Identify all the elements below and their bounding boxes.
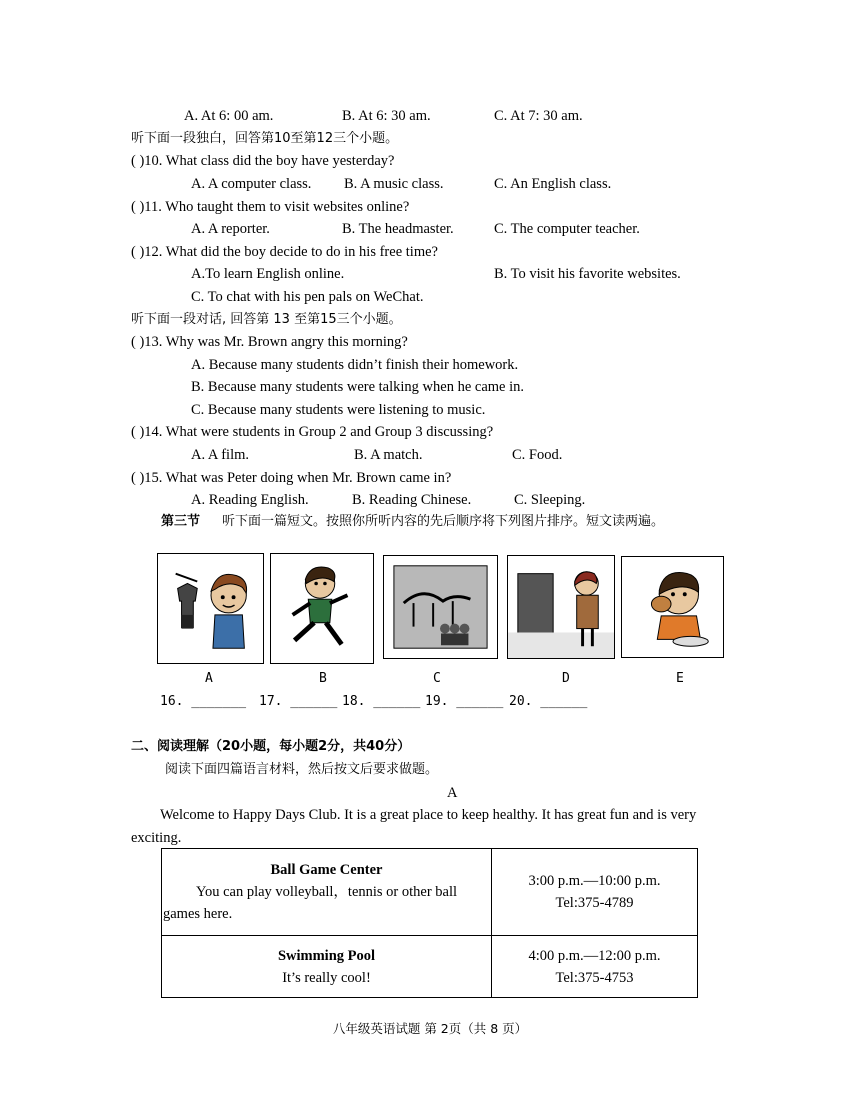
club-table — [161, 848, 698, 998]
facility-time: 4:00 p.m.—12:00 p.m. — [528, 947, 661, 964]
passage-label: A — [447, 785, 458, 801]
q9-option-a: A. At 6: 00 am. — [184, 108, 274, 124]
q13-option-c: C. Because many students were listening to music. — [191, 402, 486, 418]
q15-option-b: B. Reading Chinese. — [352, 492, 472, 508]
q13-option-b: B. Because many students were talking when he came in. — [191, 379, 524, 395]
q10-option-c: C. An English class. — [494, 176, 612, 192]
facility-time: 3:00 p.m.—10:00 p.m. — [528, 873, 661, 889]
facility-name: Ball Game Center — [270, 862, 383, 878]
instruction-monologue: 听下面一段独白，回答第10至第12三个小题。 — [131, 131, 399, 146]
section3-text: 听下面一篇短文。按照你所听内容的先后顺序将下列图片排序。短文读两遍。 — [222, 514, 665, 529]
boy-eating-illustration — [622, 557, 723, 657]
q12-option-a: A.To learn English online. — [191, 266, 345, 282]
picture-label-c: C — [433, 671, 441, 686]
section3-title: 第三节 — [161, 514, 201, 529]
facility-tel: Tel:375-4789 — [555, 895, 634, 911]
answer-blank-17[interactable]: 17. ______ — [259, 694, 338, 709]
facility-tel: Tel:375-4753 — [555, 969, 634, 986]
part2-instruction: 阅读下面四篇语言材料，然后按文后要求做题。 — [165, 762, 439, 777]
q10-option-b: B. A music class. — [344, 176, 444, 192]
q11-option-a: A. A reporter. — [191, 221, 270, 237]
facility-desc: You can play volleyball，tennis or other ball — [195, 884, 458, 900]
answer-blank-16[interactable]: 16. _______ — [160, 694, 247, 709]
facility-desc-cont: games here. — [163, 906, 233, 922]
picture-d-computer — [507, 555, 615, 659]
boy-with-shirt-illustration — [158, 554, 263, 663]
table-cell-facility — [162, 849, 492, 936]
picture-a-clothes — [157, 553, 264, 664]
table-cell-info — [492, 849, 698, 936]
q14-option-b: B. A match. — [354, 447, 423, 463]
question-13: ( )13. Why was Mr. Brown angry this morning? — [131, 334, 408, 350]
answer-blank-20[interactable]: 20. ______ — [509, 694, 588, 709]
picture-label-e: E — [676, 671, 684, 686]
q12-option-c: C. To chat with his pen pals on WeChat. — [191, 289, 424, 305]
running-boy-illustration — [271, 554, 373, 663]
q9-option-b: B. At 6: 30 am. — [342, 108, 431, 124]
q14-option-c: C. Food. — [512, 447, 563, 463]
picture-e-eating — [621, 556, 724, 658]
table-row — [162, 936, 698, 998]
boy-at-computer-illustration — [508, 556, 614, 658]
passage-line-1: Welcome to Happy Days Club. It is a great place to keep healthy. It has great fun and is very — [160, 807, 697, 823]
answer-blank-18[interactable]: 18. ______ — [342, 694, 421, 709]
question-14: ( )14. What were students in Group 2 and Group 3 discussing? — [131, 424, 494, 440]
question-12: ( )12. What did the boy decide to do in his free time? — [131, 244, 438, 260]
answer-blank-19[interactable]: 19. ______ — [425, 694, 504, 709]
picture-b-running — [270, 553, 374, 664]
picture-label-d: D — [562, 671, 570, 686]
picture-c-museum — [383, 555, 498, 659]
q15-option-a: A. Reading English. — [191, 492, 309, 508]
q12-option-b: B. To visit his favorite websites. — [494, 266, 681, 282]
page-footer: 八年级英语试题 第 2页（共 8 页） — [332, 1021, 528, 1036]
passage-line-2: exciting. — [131, 830, 182, 846]
q11-option-b: B. The headmaster. — [342, 221, 454, 237]
q13-option-a: A. Because many students didn’t finish their homework. — [191, 357, 519, 373]
picture-label-a: A — [205, 671, 213, 686]
question-15: ( )15. What was Peter doing when Mr. Brown came in? — [131, 470, 452, 486]
table-row — [162, 849, 698, 936]
q11-option-c: C. The computer teacher. — [494, 221, 640, 237]
facility-name: Swimming Pool — [277, 947, 376, 964]
q10-option-a: A. A computer class. — [191, 176, 312, 192]
table-cell-facility — [162, 936, 492, 998]
table-cell-info — [492, 936, 698, 998]
dinosaur-museum-illustration — [384, 556, 497, 658]
q14-option-a: A. A film. — [191, 447, 250, 463]
picture-label-b: B — [319, 671, 327, 686]
instruction-dialogue: 听下面一段对话, 回答第 13 至第15三个小题。 — [131, 312, 402, 327]
q9-option-c: C. At 7: 30 am. — [494, 108, 583, 124]
q15-option-c: C. Sleeping. — [514, 492, 586, 508]
question-11: ( )11. Who taught them to visit websites online? — [131, 199, 410, 215]
part2-title: 二、阅读理解（20小题，每小题2分，共40分） — [131, 739, 411, 754]
question-10: ( )10. What class did the boy have yesterday? — [131, 153, 395, 169]
facility-desc: It’s really cool! — [282, 969, 371, 986]
